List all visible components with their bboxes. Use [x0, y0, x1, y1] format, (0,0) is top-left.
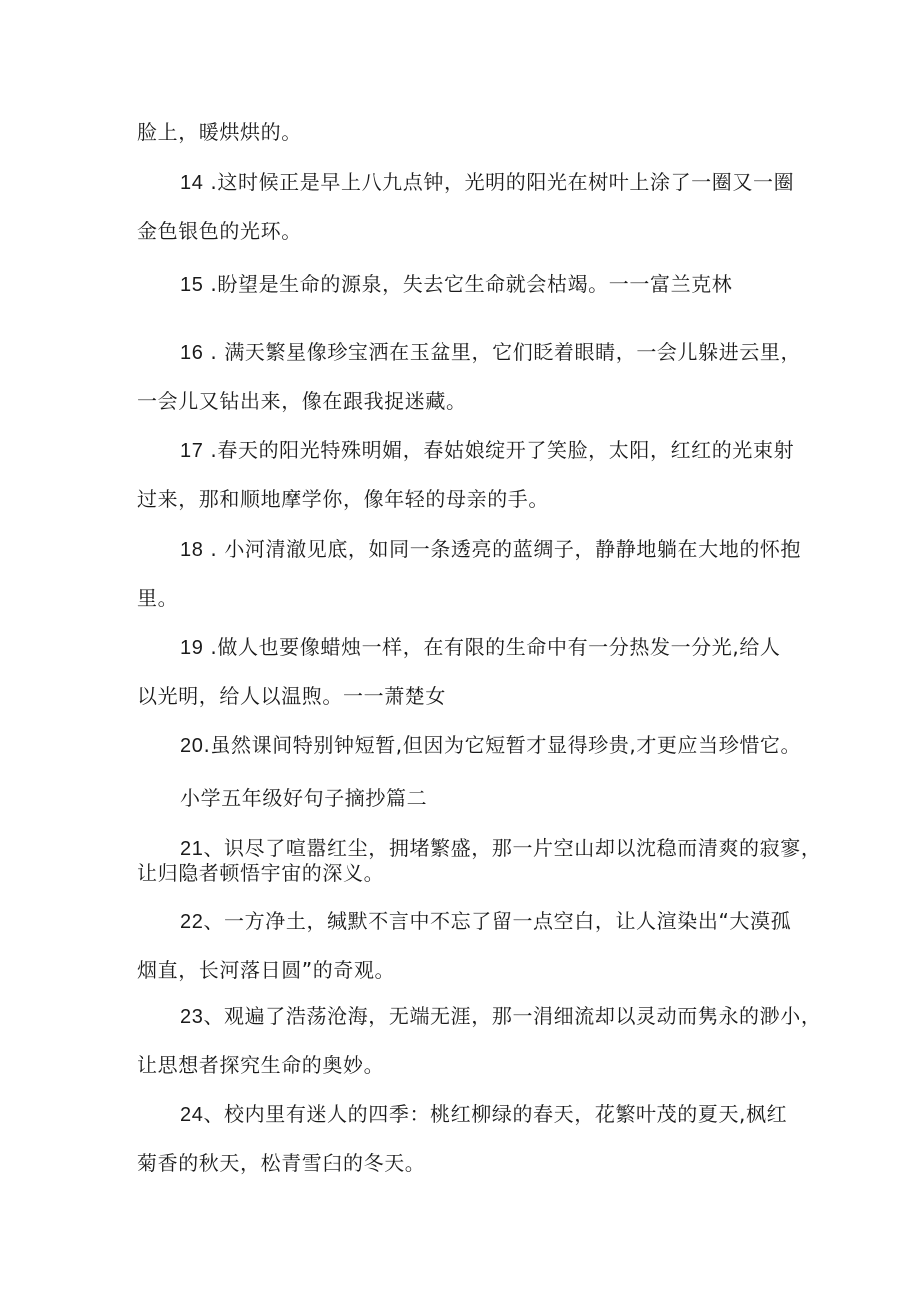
- text-line: 18 . 小河清澈见底，如同一条透亮的蓝绸子，静静地躺在大地的怀抱: [180, 537, 802, 561]
- text-line: 脸上，暖烘烘的。: [137, 120, 302, 144]
- text-line: 21、识尽了喧嚣红尘，拥堵繁盛，那一片空山却以沈稳而清爽的寂寥，: [180, 836, 822, 860]
- text-line: 里。: [137, 586, 179, 610]
- section-heading: 小学五年级好句子摘抄篇二: [180, 786, 428, 810]
- text-line: 23、观遍了浩荡沧海，无端无涯，那一涓细流却以灵动而隽永的渺小，: [180, 1004, 822, 1028]
- text-line: 菊香的秋天，松青雪臼的冬天。: [137, 1151, 426, 1175]
- text-line: 让归隐者顿悟宇宙的深义。: [137, 861, 385, 885]
- text-line: 让思想者探究生命的奥妙。: [137, 1053, 385, 1077]
- text-line: 17 .春天的阳光特殊明媚，春姑娘绽开了笑脸，太阳，红红的光束射: [180, 438, 795, 462]
- text-line: 24、校内里有迷人的四季：桃红柳绿的春天，花繁叶茂的夏天,枫红: [180, 1102, 788, 1126]
- text-line: 15 .盼望是生命的源泉，失去它生命就会枯竭。一一富兰克林: [180, 272, 733, 296]
- text-line: 22、一方净土，缄默不言中不忘了留一点空白，让人渲染出“大漠孤: [180, 909, 792, 933]
- text-line: 16 . 满天繁星像珍宝洒在玉盆里，它们眨着眼睛，一会儿躲进云里，: [180, 340, 802, 364]
- text-line: 过来，那和顺地摩学你，像年轻的母亲的手。: [137, 487, 549, 511]
- text-line: 20.虽然课间特别钟短暂,但因为它短暂才显得珍贵,才更应当珍惜它。: [180, 733, 802, 757]
- text-line: 一会儿又钻出来，像在跟我捉迷藏。: [137, 389, 467, 413]
- text-line: 金色银色的光环。: [137, 219, 302, 243]
- text-line: 14 .这时候正是早上八九点钟，光明的阳光在树叶上涂了一圈又一圈: [180, 170, 795, 194]
- text-line: 烟直，长河落日圆”的奇观。: [137, 958, 396, 982]
- text-line: 以光明，给人以温煦。一一萧楚女: [137, 684, 446, 708]
- text-line: 19 .做人也要像蜡烛一样，在有限的生命中有一分热发一分光,给人: [180, 635, 781, 659]
